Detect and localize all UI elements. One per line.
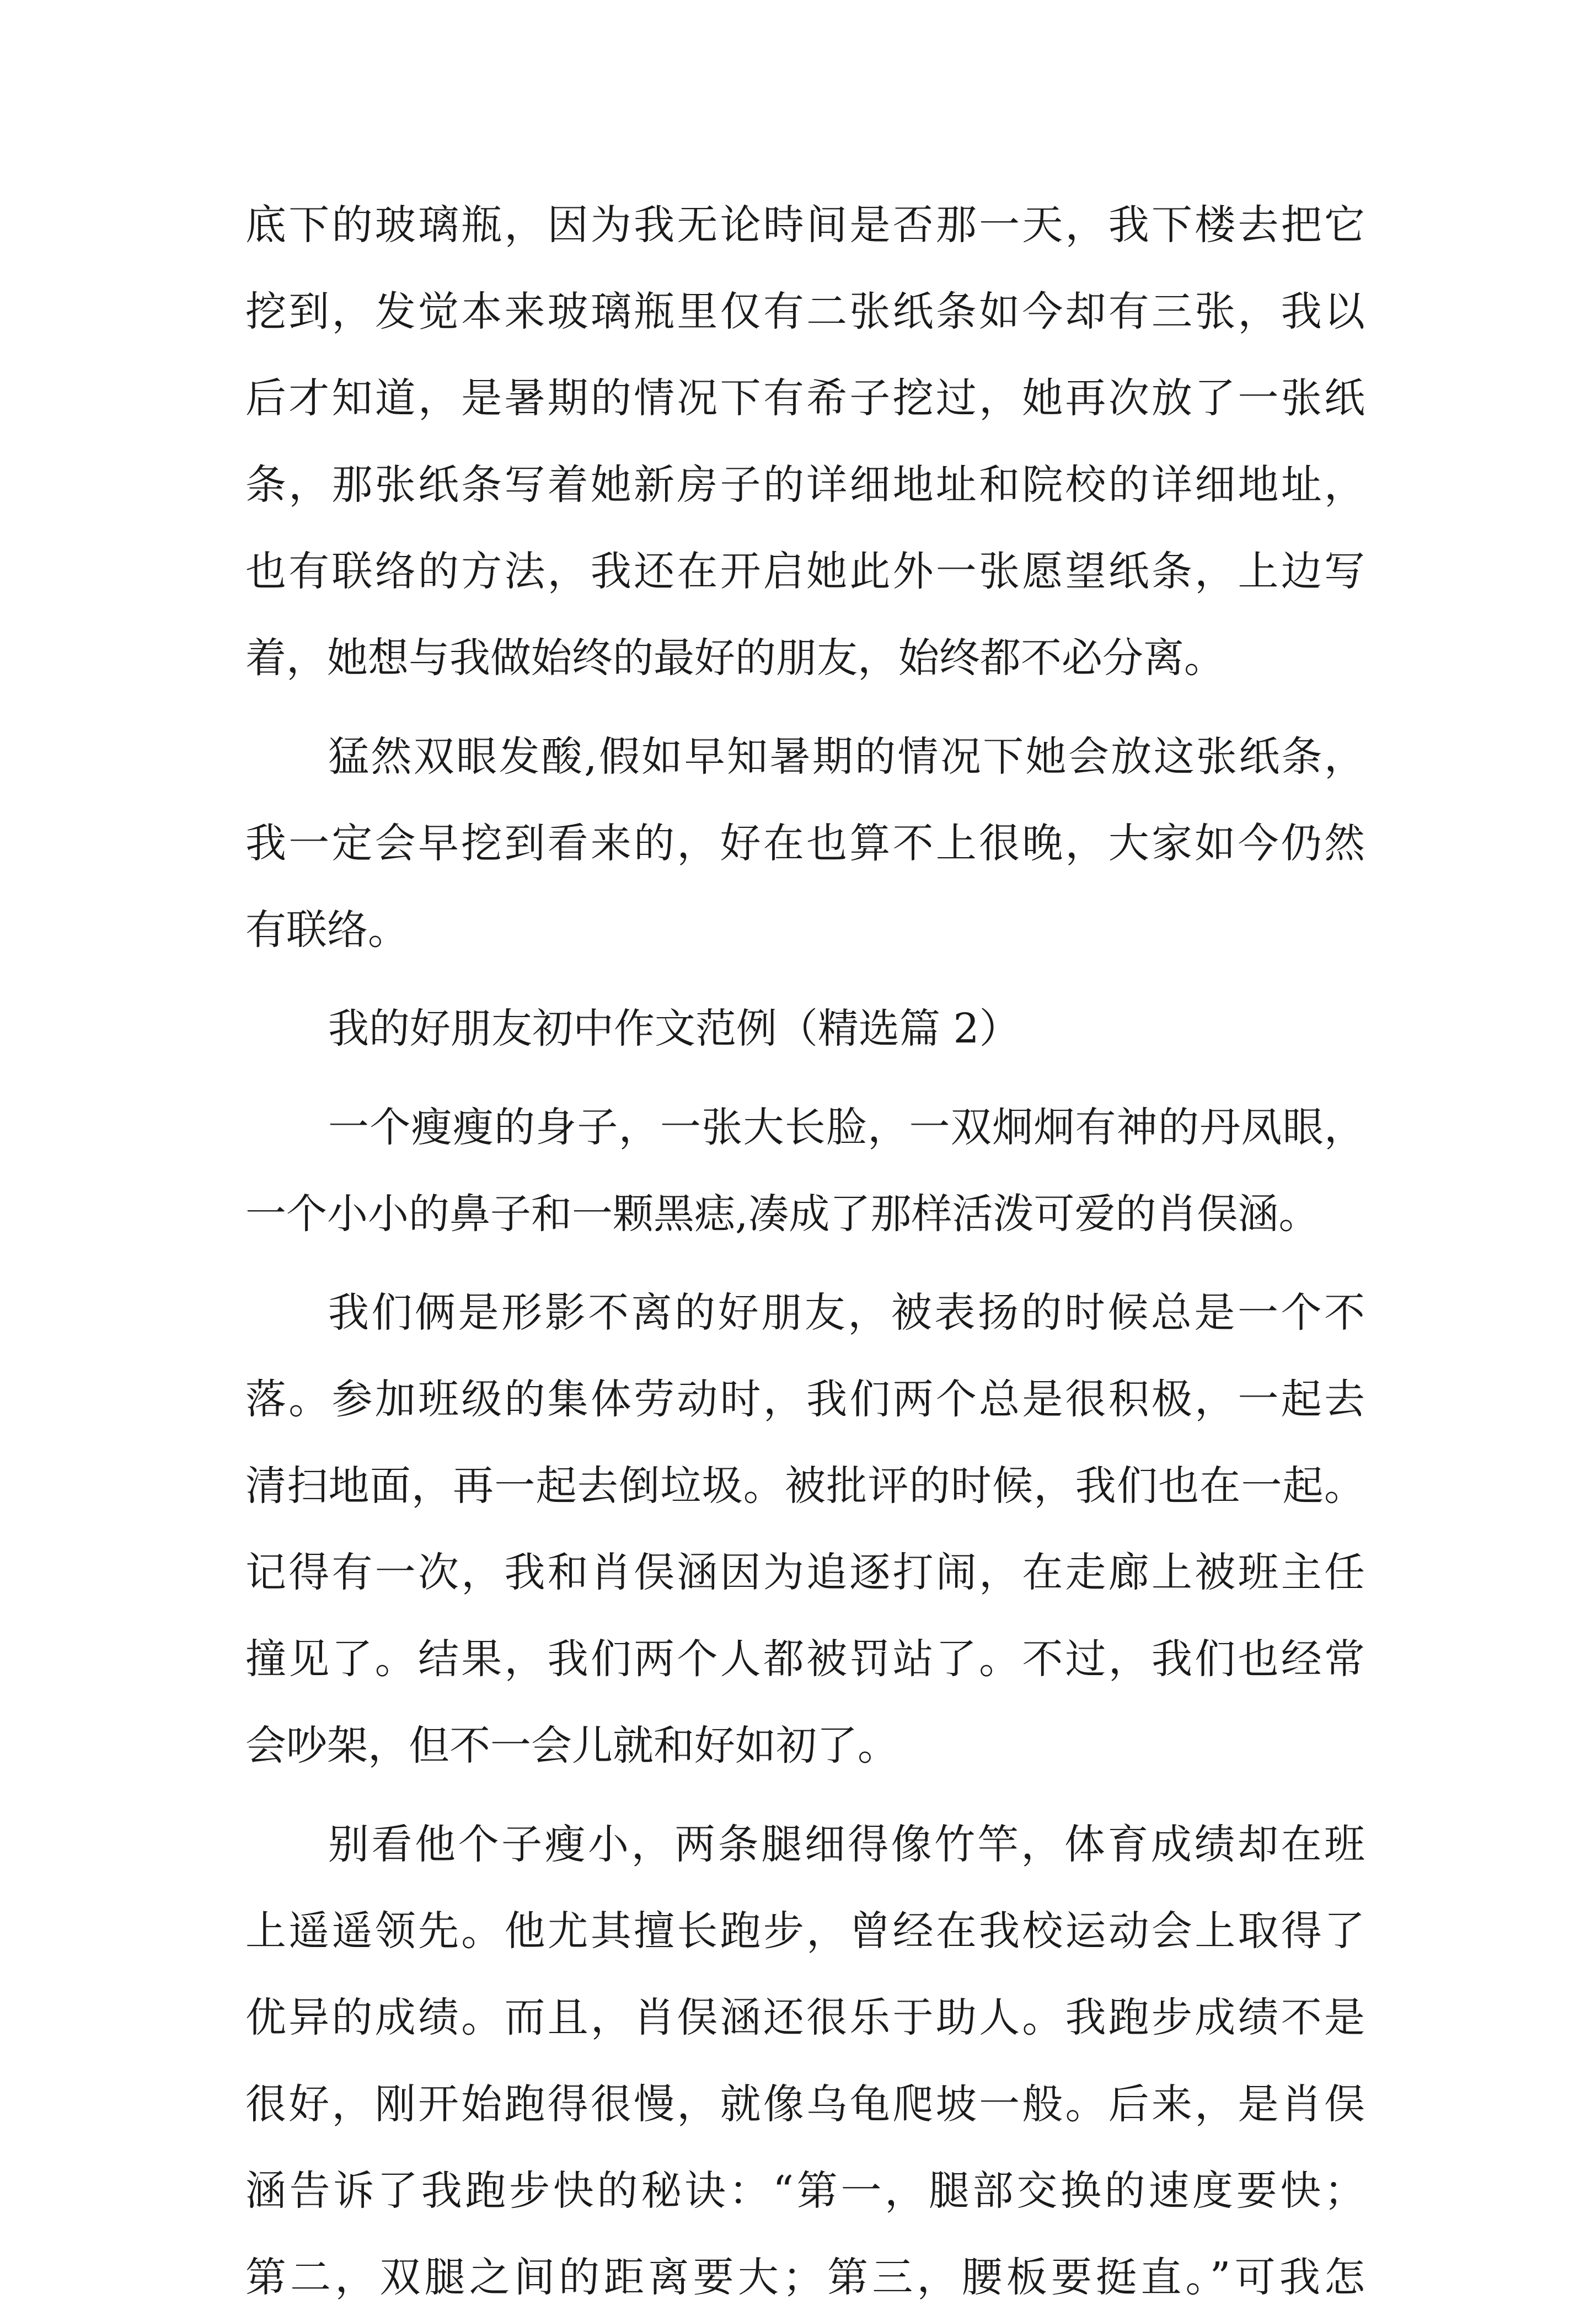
text-line: 有联络。 [245, 906, 409, 954]
text-line: 也有联络的方法，我还在开启她此外一张愿望纸条，上边写 [245, 548, 1365, 595]
heading-line: 我的好朋友初中作文范例（精选篇 2） [328, 1005, 1020, 1052]
text-line: 底下的玻璃瓶，因为我无论時间是否那一天，我下楼去把它 [245, 201, 1365, 249]
text-line: 一个瘦瘦的身子，一张大长脸，一双炯炯有神的丹凤眼， [328, 1104, 1365, 1151]
paragraph-3 [245, 1084, 1365, 1258]
paragraph-5 [245, 1801, 1365, 2321]
text-line: 很好，刚开始跑得很慢，就像乌龟爬坡一般。后来，是肖俣 [245, 2081, 1365, 2128]
text-line: 优异的成绩。而且，肖俣涵还很乐于助人。我跑步成绩不是 [245, 1994, 1365, 2041]
text-line: 一个小小的鼻子和一颗黑痣,凑成了那样活泼可爱的肖俣涵。 [245, 1190, 1320, 1238]
text-line: 会吵架，但不一会儿就和好如初了。 [245, 1722, 898, 1769]
text-line: 撞见了。结果，我们两个人都被罚站了。不过，我们也经常 [245, 1635, 1365, 1683]
text-line: 记得有一次，我和肖俣涵因为追逐打闹，在走廊上被班主任 [245, 1549, 1365, 1596]
text-line: 着，她想与我做始终的最好的朋友，始终都不必分离。 [245, 634, 1225, 682]
text-line: 挖到，发觉本来玻璃瓶里仅有二张纸条如今却有三张，我以 [245, 288, 1365, 335]
section-heading [245, 986, 1365, 1072]
text-line: 猛然双眼发酸,假如早知暑期的情况下她会放这张纸条， [328, 733, 1365, 780]
paragraph-2 [245, 714, 1365, 974]
document-page [245, 182, 1365, 2321]
text-line: 落。参加班级的集体劳动时，我们两个总是很积极，一起去 [245, 1376, 1365, 1423]
text-line: 涵告诉了我跑步快的秘诀：“第一，腿部交换的速度要快； [245, 2167, 1365, 2215]
text-line: 上遥遥领先。他尤其擅长跑步，曾经在我校运动会上取得了 [245, 1907, 1365, 1955]
text-line: 别看他个子瘦小，两条腿细得像竹竿，体育成绩却在班 [328, 1821, 1365, 1868]
paragraph-1 [245, 182, 1365, 702]
text-line: 第二，双腿之间的距离要大；第三，腰板要挺直。”可我怎 [245, 2254, 1365, 2301]
text-line: 条，那张纸条写着她新房子的详细地址和院校的详细地址， [245, 461, 1365, 509]
text-line: 后才知道，是暑期的情况下有希子挖过，她再次放了一张纸 [245, 375, 1365, 422]
text-line: 我一定会早挖到看来的，好在也算不上很晚，大家如今仍然 [245, 820, 1365, 867]
paragraph-4 [245, 1270, 1365, 1789]
text-line: 清扫地面，再一起去倒垃圾。被批评的时候，我们也在一起。 [245, 1462, 1365, 1510]
text-line: 我们俩是形影不离的好朋友，被表扬的时候总是一个不 [328, 1289, 1365, 1336]
